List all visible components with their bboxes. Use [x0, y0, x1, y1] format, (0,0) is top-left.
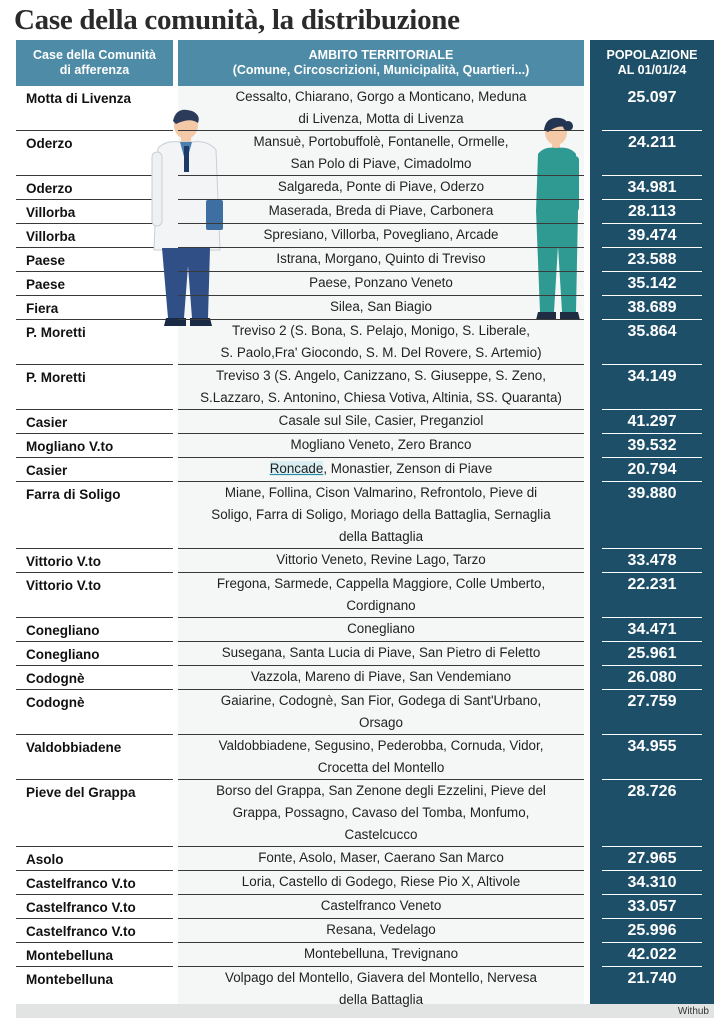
ambito-cell	[178, 271, 584, 295]
popolazione-cell	[590, 175, 714, 199]
table-row	[16, 364, 714, 409]
ambito-line: Valdobbiadene, Segusino, Pederobba, Cornuda, Vidor,	[218, 738, 544, 753]
ambito-line: Loria, Castello di Godego, Riese Pio X, Altivole	[241, 874, 521, 889]
casa-cell: Oderzo	[16, 175, 173, 199]
popolazione-value: 35.864	[602, 319, 702, 342]
popolazione-cell	[590, 641, 714, 665]
popolazione-cell	[590, 734, 714, 779]
ambito-line: San Polo di Piave, Cimadolmo	[290, 156, 472, 171]
ambito-line: Maserada, Breda di Piave, Carbonera	[268, 203, 494, 218]
table-row	[16, 223, 714, 247]
casa-cell: Villorba	[16, 199, 173, 223]
casa-cell: Villorba	[16, 223, 173, 247]
popolazione-cell	[590, 894, 714, 918]
highlighted-link[interactable]: Roncade	[269, 461, 324, 476]
popolazione-value: 33.478	[602, 548, 702, 571]
ambito-line: Castelfranco Veneto	[320, 898, 442, 913]
table-row	[16, 918, 714, 942]
casa-cell: Codognè	[16, 689, 173, 734]
header-pop-line1: POPOLAZIONE	[606, 48, 698, 62]
popolazione-cell	[590, 689, 714, 734]
table-row	[16, 481, 714, 548]
header-casa-line2: di afferenza	[59, 63, 130, 77]
header-casa	[16, 40, 173, 86]
table-row	[16, 846, 714, 870]
popolazione-value: 41.297	[602, 409, 702, 432]
popolazione-value: 35.142	[602, 271, 702, 294]
ambito-cell	[178, 223, 584, 247]
popolazione-cell	[590, 86, 714, 130]
popolazione-value: 26.080	[602, 665, 702, 688]
popolazione-value: 21.740	[602, 966, 702, 989]
popolazione-value: 25.961	[602, 641, 702, 664]
header-popolazione	[590, 40, 714, 86]
popolazione-cell	[590, 918, 714, 942]
ambito-line: Cordignano	[346, 598, 416, 613]
ambito-cell	[178, 918, 584, 942]
ambito-cell	[178, 942, 584, 966]
ambito-cell	[178, 86, 584, 130]
table-row	[16, 942, 714, 966]
table-row	[16, 130, 714, 175]
ambito-line: Mogliano Veneto, Zero Branco	[290, 437, 472, 452]
ambito-line: Vittorio Veneto, Revine Lago, Tarzo	[276, 552, 486, 567]
ambito-cell	[178, 734, 584, 779]
ambito-line: Crocetta del Montello	[317, 760, 445, 775]
popolazione-value: 42.022	[602, 942, 702, 965]
ambito-line: Conegliano	[347, 621, 415, 636]
ambito-line: di Livenza, Motta di Livenza	[298, 111, 464, 126]
ambito-line: Casale sul Sile, Casier, Preganziol	[278, 413, 484, 428]
ambito-line: Montebelluna, Trevignano	[303, 946, 459, 961]
ambito-line: Miane, Follina, Cison Valmarino, Refrontolo, Pieve di	[224, 485, 538, 500]
ambito-cell	[178, 295, 584, 319]
ambito-cell	[178, 617, 584, 641]
ambito-line: Silea, San Biagio	[330, 299, 432, 314]
table-row	[16, 689, 714, 734]
popolazione-cell	[590, 870, 714, 894]
ambito-line: Mansuè, Portobuffolè, Fontanelle, Ormelle,	[253, 134, 509, 149]
popolazione-cell	[590, 665, 714, 689]
ambito-cell	[178, 409, 584, 433]
ambito-line: Cessalto, Chiarano, Gorgo a Monticano, Meduna	[235, 89, 527, 104]
popolazione-value: 38.689	[602, 295, 702, 318]
popolazione-value: 23.588	[602, 247, 702, 270]
popolazione-cell	[590, 617, 714, 641]
casa-cell: Fiera	[16, 295, 173, 319]
header-ambito-line2: (Comune, Circoscrizioni, Municipalità, Quartieri...)	[232, 63, 530, 77]
ambito-line	[180, 458, 582, 480]
ambito-line: Vazzola, Mareno di Piave, San Vendemiano	[250, 669, 512, 684]
popolazione-value: 28.113	[602, 199, 702, 222]
casa-cell: Castelfranco V.to	[16, 894, 173, 918]
casa-cell: Montebelluna	[16, 942, 173, 966]
table-row	[16, 734, 714, 779]
popolazione-cell	[590, 199, 714, 223]
ambito-line: Grappa, Possagno, Cavaso del Tomba, Monfumo,	[232, 805, 530, 820]
ambito-line: Borso del Grappa, San Zenone degli Ezzelini, Pieve del	[216, 783, 546, 798]
popolazione-value: 34.471	[602, 617, 702, 640]
casa-cell: Castelfranco V.to	[16, 870, 173, 894]
popolazione-cell	[590, 271, 714, 295]
ambito-cell	[178, 572, 584, 617]
popolazione-cell	[590, 130, 714, 175]
casa-cell: Paese	[16, 271, 173, 295]
popolazione-cell	[590, 295, 714, 319]
popolazione-value: 27.759	[602, 689, 702, 712]
ambito-cell	[178, 641, 584, 665]
popolazione-cell	[590, 364, 714, 409]
casa-cell: Codognè	[16, 665, 173, 689]
popolazione-value: 34.310	[602, 870, 702, 893]
popolazione-value: 39.532	[602, 433, 702, 456]
ambito-cell	[178, 457, 584, 481]
casa-cell: Motta di Livenza	[26, 91, 132, 106]
popolazione-cell	[590, 457, 714, 481]
ambito-cell	[178, 364, 584, 409]
ambito-line: Treviso 2 (S. Bona, S. Pelajo, Monigo, S. Liberale,	[232, 323, 530, 338]
casa-cell: Conegliano	[16, 617, 173, 641]
table-header	[16, 40, 714, 86]
popolazione-value: 34.149	[602, 364, 702, 387]
header-ambito-line1: AMBITO TERRITORIALE	[308, 48, 454, 62]
header-pop-line2: AL 01/01/24	[617, 63, 687, 77]
ambito-line: Spresiano, Villorba, Povegliano, Arcade	[263, 227, 499, 242]
table-row	[16, 641, 714, 665]
ambito-line: Istrana, Morgano, Quinto di Treviso	[276, 251, 486, 266]
ambito-cell	[178, 689, 584, 734]
ambito-cell	[178, 846, 584, 870]
ambito-line: S.Lazzaro, S. Antonino, Chiesa Votiva, Altinia, SS. Quaranta)	[200, 390, 562, 405]
popolazione-cell	[590, 481, 714, 548]
ambito-line: Salgareda, Ponte di Piave, Oderzo	[277, 179, 485, 194]
casa-cell: P. Moretti	[16, 364, 173, 409]
table-row	[16, 665, 714, 689]
casa-cell: P. Moretti	[16, 319, 173, 364]
casa-cell: Vittorio V.to	[16, 548, 173, 572]
ambito-cell	[178, 175, 584, 199]
ambito-text: , Monastier, Zenson di Piave	[323, 461, 493, 476]
popolazione-cell	[590, 846, 714, 870]
ambito-cell	[178, 779, 584, 846]
table-row	[16, 457, 714, 481]
ambito-line: Orsago	[359, 715, 403, 730]
ambito-line: della Battaglia	[338, 529, 424, 544]
popolazione-value: 39.880	[602, 481, 702, 504]
popolazione-value: 39.474	[602, 223, 702, 246]
popolazione-cell	[590, 779, 714, 846]
table-row	[16, 433, 714, 457]
popolazione-cell	[590, 223, 714, 247]
popolazione-cell	[590, 433, 714, 457]
ambito-cell	[178, 319, 584, 364]
popolazione-value: 34.981	[602, 175, 702, 198]
ambito-line: Resana, Vedelago	[326, 922, 436, 937]
page-title: Case della comunità, la distribuzione	[14, 4, 460, 36]
table-row	[16, 572, 714, 617]
popolazione-value: 27.965	[602, 846, 702, 869]
table-row	[16, 779, 714, 846]
table-row	[16, 870, 714, 894]
ambito-cell	[178, 894, 584, 918]
casa-cell: Paese	[16, 247, 173, 271]
ambito-line: della Battaglia	[338, 992, 424, 1007]
table-row	[16, 894, 714, 918]
popolazione-value: 20.794	[602, 457, 702, 480]
ambito-cell	[178, 433, 584, 457]
ambito-line: Fregona, Sarmede, Cappella Maggiore, Colle Umberto,	[216, 576, 546, 591]
popolazione-cell	[590, 572, 714, 617]
popolazione-value: 25.996	[602, 918, 702, 941]
popolazione-value: 28.726	[602, 779, 702, 802]
popolazione-cell	[590, 409, 714, 433]
casa-cell: Oderzo	[16, 130, 173, 175]
casa-cell: Castelfranco V.to	[16, 918, 173, 942]
popolazione-cell	[590, 942, 714, 966]
popolazione-cell	[590, 548, 714, 572]
casa-cell: Vittorio V.to	[16, 572, 173, 617]
ambito-cell	[178, 870, 584, 894]
header-casa-line1: Case della Comunità	[33, 48, 156, 62]
ambito-line: Susegana, Santa Lucia di Piave, San Pietro di Feletto	[221, 645, 541, 660]
table-row	[16, 247, 714, 271]
casa-cell: Casier	[16, 457, 173, 481]
header-ambito	[178, 40, 584, 86]
ambito-line: Gaiarine, Codognè, San Fior, Godega di Sant'Urbano,	[220, 693, 542, 708]
credit: Withub	[677, 1006, 709, 1017]
ambito-cell	[178, 665, 584, 689]
distribution-table	[16, 40, 714, 1011]
table-row	[16, 548, 714, 572]
popolazione-cell	[590, 247, 714, 271]
ambito-line: Paese, Ponzano Veneto	[309, 275, 453, 290]
ambito-line: Fonte, Asolo, Maser, Caerano San Marco	[258, 850, 504, 865]
table-row	[16, 199, 714, 223]
popolazione-cell	[590, 319, 714, 364]
table-row	[16, 271, 714, 295]
ambito-line: Soligo, Farra di Soligo, Moriago della Battaglia, Sernaglia	[211, 507, 551, 522]
popolazione-value: 25.097	[627, 89, 677, 106]
casa-cell: Valdobbiadene	[16, 734, 173, 779]
ambito-cell	[178, 966, 584, 1011]
table-row	[16, 617, 714, 641]
table-row	[16, 295, 714, 319]
table-row	[16, 409, 714, 433]
casa-cell: Montebelluna	[16, 966, 173, 1011]
ambito-line: Castelcucco	[344, 827, 418, 842]
casa-cell: Farra di Soligo	[16, 481, 173, 548]
table-row	[16, 319, 714, 364]
popolazione-value: 24.211	[602, 130, 702, 153]
popolazione-value: 22.231	[602, 572, 702, 595]
popolazione-value: 33.057	[602, 894, 702, 917]
ambito-cell	[178, 130, 584, 175]
table-row	[16, 175, 714, 199]
ambito-line: S. Paolo,Fra' Giocondo, S. M. Del Rovere, S. Artemio)	[220, 345, 542, 360]
ambito-cell	[178, 199, 584, 223]
ambito-line: Volpago del Montello, Giavera del Montello, Nervesa	[225, 970, 537, 985]
ambito-line: Treviso 3 (S. Angelo, Canizzano, S. Giuseppe, S. Zeno,	[216, 368, 546, 383]
casa-cell: Mogliano V.to	[16, 433, 173, 457]
ambito-cell	[178, 481, 584, 548]
casa-cell: Asolo	[16, 846, 173, 870]
table-row	[16, 86, 714, 130]
popolazione-value: 34.955	[602, 734, 702, 757]
casa-cell: Pieve del Grappa	[16, 779, 173, 846]
ambito-cell	[178, 548, 584, 572]
ambito-cell	[178, 247, 584, 271]
table-body	[16, 86, 714, 1011]
casa-cell: Conegliano	[16, 641, 173, 665]
casa-cell: Casier	[16, 409, 173, 433]
